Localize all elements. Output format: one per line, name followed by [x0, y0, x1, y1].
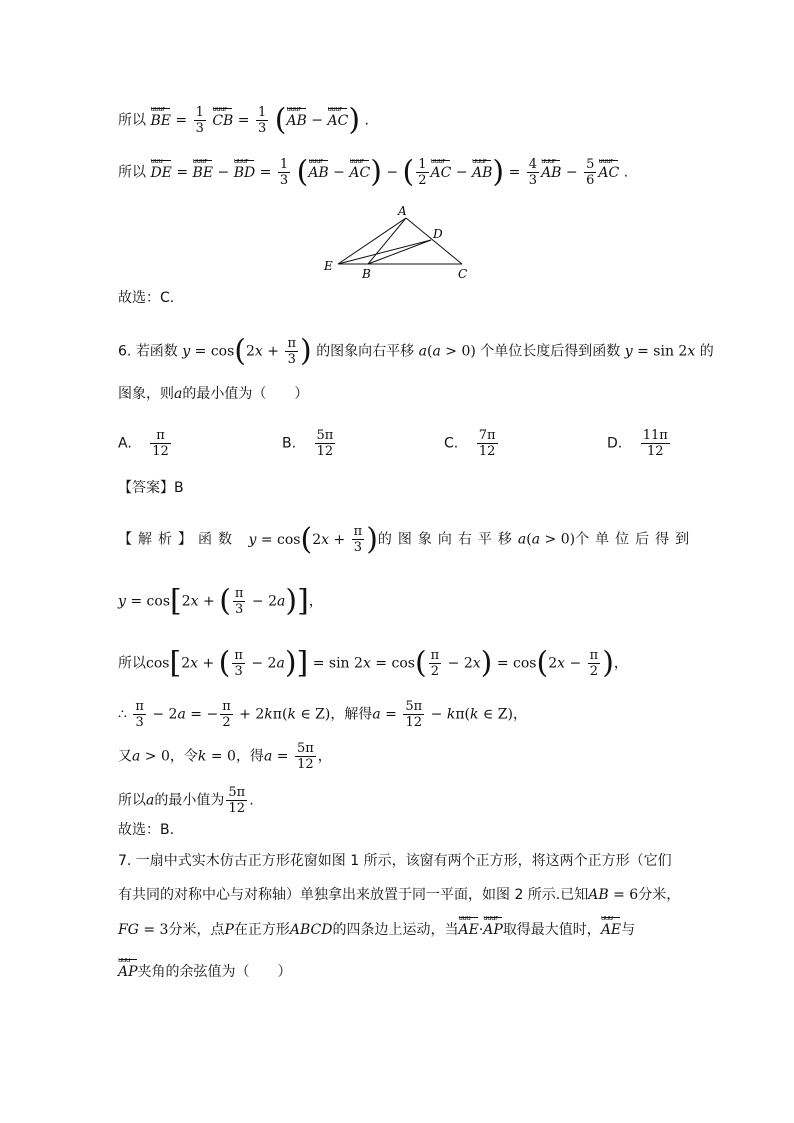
- q6-explanation-line1: 【解析】函数 y = cos(2x + $\frac{\pi}{3}$ )的图象向右平移a(a > 0)个单位后得到: [118, 521, 696, 557]
- q6-stem-line2: 图象，则a的最小值为（ ）: [118, 386, 309, 402]
- label-e: E: [324, 259, 333, 273]
- label-d: D: [433, 227, 443, 241]
- fraction-one-third: $\frac{1}{3}$: [279, 157, 289, 188]
- vector-cb: CB uuur: [212, 111, 233, 131]
- q6-option-c[interactable]: C. $\frac{7\pi}{12}$: [444, 428, 496, 459]
- q6-answer: 【答案】B: [118, 480, 184, 496]
- vector-bd: BD uuur: [234, 163, 256, 183]
- q6-explanation-line3: 所以cos[2x + ( $\frac{\pi}{3}$ − 2a)] = sin 2x = cos( $\frac{\pi}{2}$ − 2x) = cos(2x − $\frac{\pi}{2}$ )，: [118, 645, 628, 681]
- q6-answer-choice: 故选：B.: [118, 822, 175, 838]
- q7-stem-line3: FG = 3分米，点P在正方形ABCD的四条边上运动，当AE uuu·AP uuur取得最大值时，AE uuu与: [118, 920, 635, 940]
- fraction-five-sixths: $\frac{5}{6}$: [586, 157, 595, 188]
- line-de-formula: 所以 DE uuu = BE uuur − BD uuur = $\frac{1}{3}$ (AB uuur − AC uuur) − ( $\frac{1}{2}$ AC uuur − AB uuur) = $\frac{4}{3}$ AB uuur − $\frac{5}{6}$ AC uuur .: [118, 157, 628, 188]
- q6-option-a[interactable]: A. $\frac{\pi}{12}$: [118, 428, 169, 459]
- q6-explanation-line6: 所以a的最小值为 $\frac{5\pi}{12}$ .: [118, 785, 254, 816]
- suoyi-text: 所以: [118, 164, 146, 181]
- label-b: B: [362, 267, 371, 281]
- fraction-one-half: $\frac{1}{2}$: [418, 157, 427, 188]
- fraction-four-thirds: $\frac{4}{3}$: [528, 157, 538, 188]
- q7-stem-line2: 有共同的对称中心与对称轴）单独拿出来放置于同一平面，如图 2 所示.已知AB = 6分米，: [118, 887, 681, 903]
- vector-ac: AC uuur: [327, 111, 348, 131]
- q6-explanation-line2: y = cos[2x + ( $\frac{\pi}{3}$ − 2a)]，: [118, 583, 323, 619]
- label-a: A: [398, 204, 407, 218]
- q6-number: 6.: [118, 343, 132, 360]
- vector-ab: AB uuur: [286, 111, 306, 131]
- fraction-one-third: $\frac{1}{3}$: [257, 105, 267, 136]
- q6-stem-line1: 6. 若函数 y = cos(2x + $\frac{\pi}{3}$ ) 的图象向右平移 a(a > 0) 个单位长度后得到函数 y = sin 2x 的: [118, 333, 714, 369]
- suoyi-text: 所以: [118, 112, 146, 129]
- q6-explanation-line4: ∴ $\frac{\pi}{3}$ − 2a = − $\frac{\pi}{2}$ + 2kπ(k ∈ Z)，解得a = $\frac{5\pi}{12}$ − kπ(k ∈ Z)，: [118, 699, 527, 730]
- q6-option-b[interactable]: B. $\frac{5\pi}{12}$: [282, 428, 334, 459]
- prev-answer-choice: 故选：C.: [118, 290, 175, 306]
- q7-stem-line4: AP uuu夹角的余弦值为（ ）: [118, 962, 292, 982]
- line-be-formula: 所以 BE uuur = $\frac{1}{3}$ CB uuur = $\frac{1}{3}$ (AB uuur − AC uuur) .: [118, 105, 369, 136]
- vector-de: DE uuu: [150, 163, 171, 183]
- q7-stem-line1: 7. 一扇中式实木仿古正方形花窗如图 1 所示，该窗有两个正方形，将这两个正方形（它们: [118, 853, 672, 869]
- vector-be: BE uuur: [193, 163, 214, 183]
- q6-option-d[interactable]: D. $\frac{11\pi}{12}$: [607, 428, 668, 459]
- label-c: C: [458, 267, 468, 281]
- q6-explanation-line5: 又a > 0，令k = 0，得a = $\frac{5\pi}{12}$ ，: [118, 741, 332, 772]
- fraction-one-third: $\frac{1}{3}$: [195, 105, 204, 136]
- triangle-figure: [318, 200, 478, 282]
- vector-be: BE uuur: [150, 111, 171, 131]
